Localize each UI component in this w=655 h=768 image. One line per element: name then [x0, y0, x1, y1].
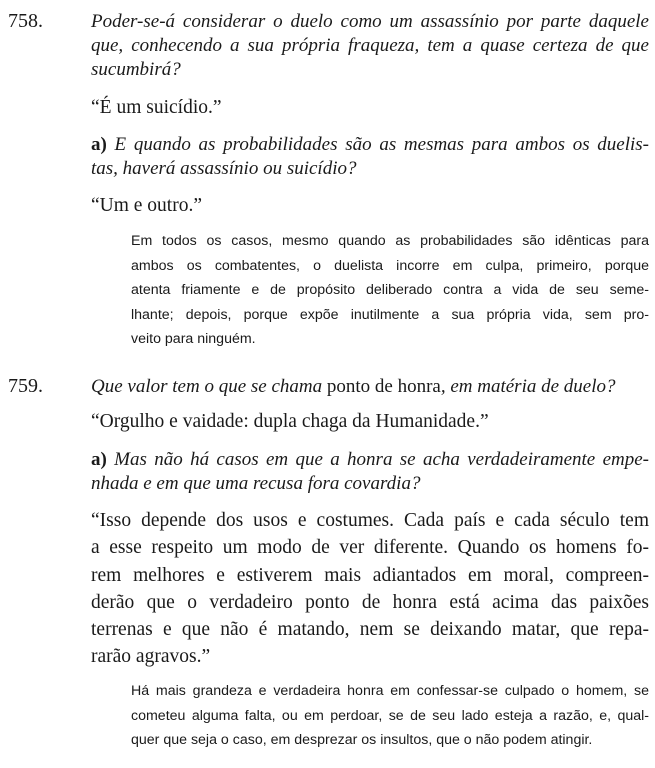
commentary-line: lhante; depois, porque expõe inutilmente a sua própria vida, sem pro-: [131, 306, 649, 323]
question-line: sucumbirá?: [91, 59, 181, 80]
question-term: ponto de honra: [326, 376, 441, 397]
sub-question-line: Mas não há casos em que a honra se acha verdadeiramente empe-: [114, 449, 649, 470]
commentary-line: ambos os combatentes, o duelista incorre em culpa, primeiro, porque: [131, 257, 649, 274]
sub-answer-line: “Isso depende dos usos e costumes. Cada país e cada século tem: [91, 510, 649, 531]
sub-letter: a): [91, 134, 107, 155]
sub-answer-line: a esse respeito um modo de ver diferente. Quando os homens fo-: [91, 537, 649, 559]
question-number-759: 759.: [8, 375, 43, 397]
sub-letter: a): [91, 449, 107, 470]
sub-question-759a: [91, 448, 649, 496]
sub-question-line: E quando as probabilidades são as mesmas para ambos os duelis-: [114, 134, 650, 155]
question-part: Que valor tem o que se chama: [91, 376, 323, 397]
commentary-759: [131, 679, 649, 753]
commentary-758: [131, 229, 649, 352]
question-line: que, conhecendo a sua própria fraqueza, tem a quase certeza de que: [91, 35, 649, 56]
commentary-line: quer que seja o caso, em desprezar os insultos, que o não podem atingir.: [131, 732, 593, 748]
question-758-text: [91, 10, 649, 82]
answer-759a: [91, 507, 649, 671]
question-number-758: 758.: [8, 10, 43, 32]
commentary-line: cometeu alguma falta, ou em perdoar, se de seu lado esteja a razão, e, qual-: [131, 707, 649, 724]
question-line: Poder-se-á considerar o duelo como um assassínio por parte daquele: [91, 11, 649, 32]
answer-759: [91, 408, 649, 435]
commentary-line: atenta friamente e de propósito deliberado contra a vida de seu seme-: [131, 282, 649, 298]
commentary-line: Em todos os casos, mesmo quando as probabilidades são idênticas para: [131, 233, 649, 249]
sub-answer-line: terrenas e que não é matando, nem se deixando matar, que repa-: [91, 619, 649, 641]
sub-question-758a: [91, 133, 649, 181]
sub-question-line: tas, haverá assassínio ou suicídio?: [91, 158, 357, 179]
sub-answer-text: “Um e outro.”: [91, 195, 203, 216]
answer-text: “Orgulho e vaidade: dupla chaga da Humanidade.”: [91, 411, 489, 432]
sub-question-line: nhada e em que uma recusa fora covardia?: [91, 473, 421, 494]
answer-758a: [91, 192, 649, 219]
commentary-line: veito para ninguém.: [131, 331, 256, 347]
sub-answer-line: derão que o verdadeiro ponto de honra está acima das paixões: [91, 591, 649, 613]
question-759-text: [91, 375, 649, 399]
sub-answer-line: rarão agravos.”: [91, 646, 211, 668]
question-part: , em matéria de duelo?: [440, 376, 616, 397]
commentary-line: Há mais grandeza e verdadeira honra em confessar-se culpado o homem, se: [131, 683, 649, 699]
answer-758: [91, 94, 649, 121]
sub-answer-line: rem melhores e estiverem mais adiantados em moral, compreen-: [91, 564, 649, 586]
answer-text: “É um suicídio.”: [91, 97, 222, 118]
